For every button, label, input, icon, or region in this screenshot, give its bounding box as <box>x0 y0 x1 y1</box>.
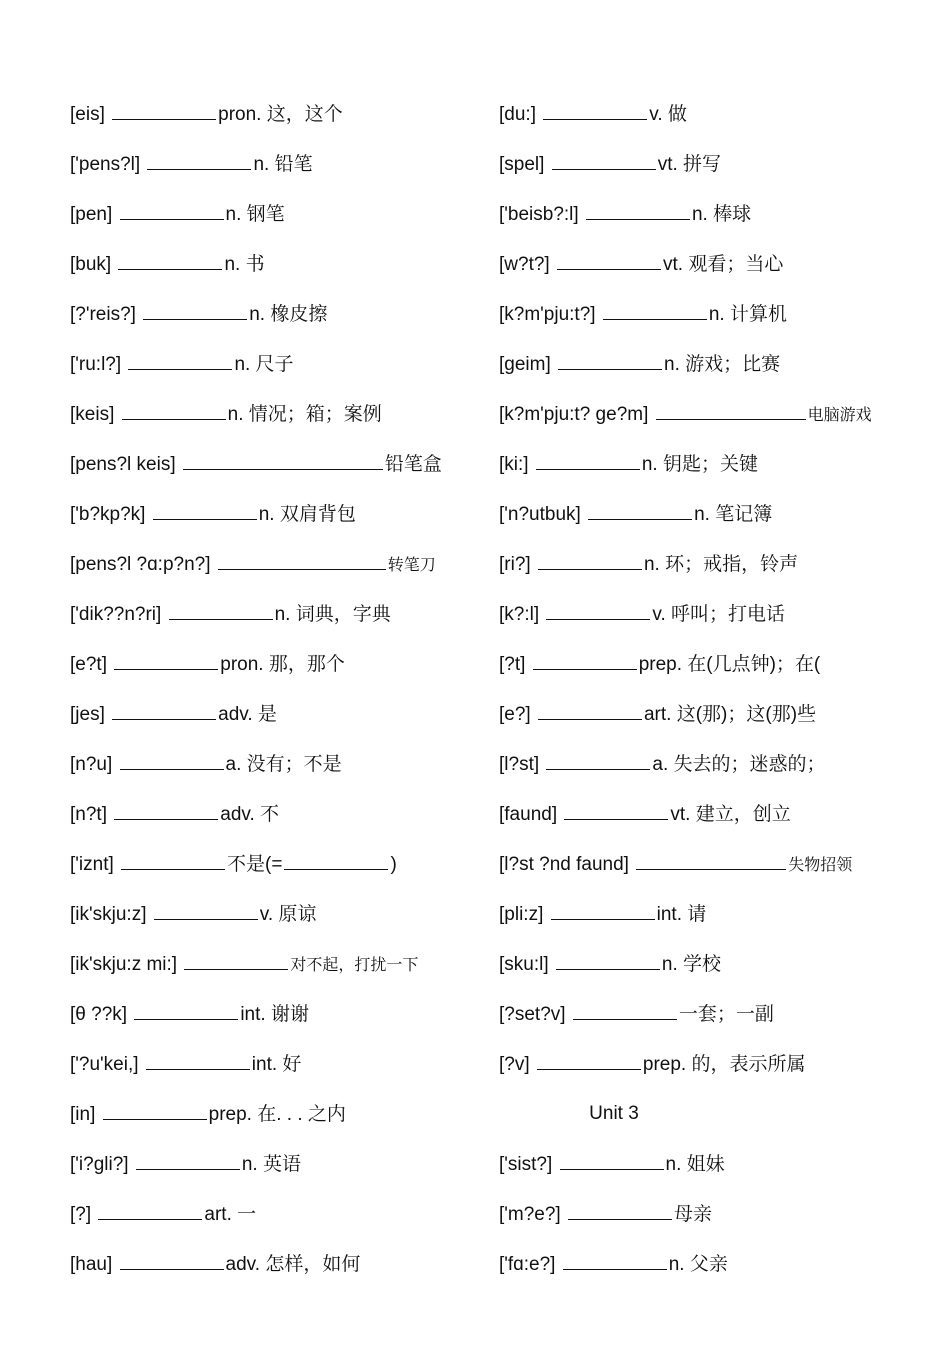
phonetic: [hau] <box>70 1254 113 1275</box>
answer-blank[interactable] <box>184 951 288 970</box>
meaning: n. 钢笔 <box>225 204 285 225</box>
answer-blank[interactable] <box>536 451 640 470</box>
answer-blank[interactable] <box>588 501 692 520</box>
phonetic: [θ ??k] <box>70 1004 128 1025</box>
answer-blank[interactable] <box>134 1001 238 1020</box>
meaning: v. 呼叫；打电话 <box>652 604 786 625</box>
answer-blank[interactable] <box>122 401 226 420</box>
meaning: n. 父亲 <box>668 1254 728 1275</box>
meaning: adv. 是 <box>218 704 277 725</box>
meaning: n. 双肩背包 <box>258 504 356 525</box>
meaning: n. 尺子 <box>234 354 294 375</box>
phonetic: ['iznt] <box>70 854 114 875</box>
answer-blank[interactable] <box>533 651 637 670</box>
vocab-entry <box>70 201 480 251</box>
answer-blank[interactable] <box>603 301 707 320</box>
vocab-entry <box>499 1001 929 1051</box>
phonetic: [pens?l keis] <box>70 454 176 475</box>
meaning: n. 棒球 <box>691 204 752 225</box>
vocab-entry <box>499 751 929 801</box>
vocab-entry <box>70 301 480 351</box>
vocab-entry <box>70 151 480 201</box>
vocab-entry <box>499 201 929 251</box>
vocab-entry <box>499 801 929 851</box>
meaning: n. 环；戒指，铃声 <box>643 554 799 575</box>
phonetic: ['beisb?:l] <box>499 204 579 225</box>
meaning: v. 原谅 <box>259 904 317 925</box>
vocab-entry <box>499 651 929 701</box>
phonetic: [ki:] <box>499 454 529 475</box>
vocab-entry <box>70 1201 480 1251</box>
phonetic: [n?u] <box>70 754 113 775</box>
meaning: a. 没有；不是 <box>225 754 342 775</box>
phonetic: [ri?] <box>499 554 531 575</box>
phonetic: [?set?v] <box>499 1004 566 1025</box>
vocab-entry <box>499 701 929 751</box>
answer-blank[interactable] <box>551 901 655 920</box>
answer-blank[interactable] <box>114 651 218 670</box>
phonetic: ['b?kp?k] <box>70 504 146 525</box>
phonetic: ['dik??n?ri] <box>70 604 162 625</box>
meaning: n. 情况；箱；案例 <box>227 404 382 425</box>
vocab-entry <box>499 151 929 201</box>
vocab-entry <box>70 1151 480 1201</box>
answer-blank[interactable] <box>568 1201 672 1220</box>
meaning: art. 一 <box>204 1204 257 1225</box>
meaning: int. 谢谢 <box>240 1004 309 1025</box>
vocab-entry <box>70 401 480 451</box>
meaning: n. 游戏；比赛 <box>664 354 781 375</box>
meaning: prep. 的，表示所属 <box>642 1054 806 1075</box>
full-form-blank[interactable] <box>284 851 388 870</box>
vocab-entry <box>70 1101 480 1151</box>
meaning: n. 英语 <box>241 1154 301 1175</box>
meaning: prep. 在. . . 之内 <box>208 1104 346 1125</box>
answer-blank[interactable] <box>120 1251 224 1270</box>
answer-blank[interactable] <box>147 151 251 170</box>
phonetic: [?] <box>70 1204 92 1225</box>
meaning: adv. 不 <box>220 804 280 825</box>
vocab-entry <box>70 351 480 401</box>
vocab-entry <box>499 301 929 351</box>
phonetic: [jes] <box>70 704 105 725</box>
answer-blank[interactable] <box>573 1001 677 1020</box>
phonetic: ['sist?] <box>499 1154 553 1175</box>
vocab-entry <box>499 351 929 401</box>
meaning: a. 失去的；迷惑的； <box>652 754 826 775</box>
meaning: pron. 这，这个 <box>218 104 343 125</box>
vocab-entry <box>70 601 480 651</box>
vocab-entry <box>70 451 480 501</box>
vocab-entry <box>499 451 929 501</box>
meaning: prep. 在(几点钟)；在( <box>638 654 821 675</box>
unit-heading: Unit 3 <box>589 1103 639 1124</box>
meaning: 失物招领 <box>788 857 853 874</box>
answer-blank[interactable] <box>538 701 642 720</box>
phonetic: [l?st ?nd faund] <box>499 854 629 875</box>
vocab-entry <box>70 951 480 1001</box>
meaning: v. 做 <box>649 104 687 125</box>
meaning: 电脑游戏 <box>807 407 872 424</box>
answer-blank[interactable] <box>112 101 216 120</box>
phonetic: [n?t] <box>70 804 107 825</box>
meaning: n. 铅笔 <box>253 154 313 175</box>
meaning-suffix: ) <box>390 854 397 875</box>
phonetic: [pli:z] <box>499 904 544 925</box>
phonetic: [du:] <box>499 104 536 125</box>
phonetic: [ik'skju:z] <box>70 904 147 925</box>
vocab-entry <box>499 1051 929 1101</box>
meaning: 一套；一副 <box>678 1004 774 1025</box>
meaning: 转笔刀 <box>387 557 436 574</box>
phonetic: ['fɑ:e?] <box>499 1254 556 1275</box>
vocab-entry <box>70 1251 480 1301</box>
answer-blank[interactable] <box>556 951 660 970</box>
phonetic: [geim] <box>499 354 551 375</box>
phonetic: ['i?gli?] <box>70 1154 129 1175</box>
meaning: vt. 观看；当心 <box>662 254 784 275</box>
meaning: n. 词典，字典 <box>274 604 391 625</box>
phonetic: [sku:l] <box>499 954 549 975</box>
phonetic: [k?:l] <box>499 604 540 625</box>
answer-blank[interactable] <box>118 251 222 270</box>
vocab-entry <box>70 1001 480 1051</box>
answer-blank[interactable] <box>153 501 257 520</box>
vocab-entry <box>499 951 929 1001</box>
vocab-entry <box>70 851 480 901</box>
phonetic: [keis] <box>70 404 115 425</box>
meaning: vt. 建立，创立 <box>670 804 791 825</box>
vocab-entry <box>499 1251 929 1301</box>
phonetic: [eis] <box>70 104 105 125</box>
phonetic: [spel] <box>499 154 545 175</box>
answer-blank[interactable] <box>154 901 258 920</box>
answer-blank[interactable] <box>112 701 216 720</box>
meaning: 不是(= <box>227 854 283 875</box>
phonetic: [l?st] <box>499 754 540 775</box>
answer-blank[interactable] <box>143 301 247 320</box>
phonetic: [w?t?] <box>499 254 550 275</box>
answer-blank[interactable] <box>636 851 786 870</box>
meaning: n. 钥匙；关键 <box>641 454 758 475</box>
answer-blank[interactable] <box>546 751 650 770</box>
vocab-entry <box>499 551 929 601</box>
answer-blank[interactable] <box>120 201 224 220</box>
answer-blank[interactable] <box>586 201 690 220</box>
vocab-entry <box>70 551 480 601</box>
answer-blank[interactable] <box>128 351 232 370</box>
phonetic: [e?t] <box>70 654 107 675</box>
answer-blank[interactable] <box>564 801 668 820</box>
vocab-entry <box>70 901 480 951</box>
answer-blank[interactable] <box>121 851 225 870</box>
vocab-entry <box>70 101 480 151</box>
phonetic: [pen] <box>70 204 113 225</box>
left-column <box>70 101 480 1301</box>
answer-blank[interactable] <box>114 801 218 820</box>
meaning: n. 学校 <box>661 954 722 975</box>
vocab-entry <box>499 851 929 901</box>
vocab-entry <box>499 1201 929 1251</box>
meaning: art. 这(那)；这(那)些 <box>643 704 817 725</box>
phonetic: [ik'skju:z mi:] <box>70 954 178 975</box>
phonetic: [k?m'pju:t? ge?m] <box>499 404 649 425</box>
vocab-entry <box>499 601 929 651</box>
meaning: 对不起，打扰一下 <box>290 957 419 974</box>
phonetic: [?t] <box>499 654 526 675</box>
answer-blank[interactable] <box>546 601 650 620</box>
answer-blank[interactable] <box>103 1101 207 1120</box>
vocab-entry <box>70 701 480 751</box>
meaning: 母亲 <box>674 1204 713 1225</box>
vocab-entry <box>70 251 480 301</box>
phonetic: ['m?e?] <box>499 1204 561 1225</box>
vocab-entry <box>499 251 929 301</box>
right-column <box>499 101 929 1301</box>
vocab-entry <box>70 501 480 551</box>
meaning: n. 橡皮擦 <box>249 304 328 325</box>
answer-blank[interactable] <box>98 1201 202 1220</box>
phonetic: [faund] <box>499 804 558 825</box>
answer-blank[interactable] <box>558 351 662 370</box>
phonetic: [e?] <box>499 704 531 725</box>
meaning: n. 计算机 <box>708 304 787 325</box>
phonetic: [?'reis?] <box>70 304 136 325</box>
phonetic: ['pens?l] <box>70 154 141 175</box>
answer-blank[interactable] <box>218 551 386 570</box>
vocab-entry <box>70 651 480 701</box>
answer-blank[interactable] <box>120 751 224 770</box>
phonetic: ['?u'kei,] <box>70 1054 139 1075</box>
vocab-entry <box>499 101 929 151</box>
answer-blank[interactable] <box>552 151 656 170</box>
phonetic: ['ru:l?] <box>70 354 122 375</box>
meaning: n. 书 <box>224 254 265 275</box>
answer-blank[interactable] <box>557 251 661 270</box>
answer-blank[interactable] <box>543 101 647 120</box>
answer-blank[interactable] <box>656 401 806 420</box>
phonetic: [buk] <box>70 254 112 275</box>
answer-blank[interactable] <box>169 601 273 620</box>
phonetic: ['n?utbuk] <box>499 504 581 525</box>
answer-blank[interactable] <box>146 1051 250 1070</box>
meaning: 铅笔盒 <box>384 454 442 475</box>
phonetic: [in] <box>70 1104 96 1125</box>
meaning: vt. 拼写 <box>657 154 722 175</box>
meaning: int. 请 <box>656 904 707 925</box>
answer-blank[interactable] <box>538 551 642 570</box>
vocab-entry <box>70 801 480 851</box>
answer-blank[interactable] <box>563 1251 667 1270</box>
meaning: int. 好 <box>251 1054 302 1075</box>
answer-blank[interactable] <box>136 1151 240 1170</box>
vocab-entry <box>499 501 929 551</box>
phonetic: [pens?l ?ɑ:p?n?] <box>70 554 211 575</box>
vocab-entry <box>499 901 929 951</box>
meaning: adv. 怎样，如何 <box>225 1254 361 1275</box>
meaning: n. 姐妹 <box>665 1154 725 1175</box>
answer-blank[interactable] <box>537 1051 641 1070</box>
phonetic: [?v] <box>499 1054 530 1075</box>
phonetic: [k?m'pju:t?] <box>499 304 596 325</box>
answer-blank[interactable] <box>560 1151 664 1170</box>
meaning: n. 笔记簿 <box>694 504 773 525</box>
meaning: pron. 那，那个 <box>220 654 345 675</box>
vocab-entry <box>499 1151 929 1201</box>
vocab-entry <box>70 751 480 801</box>
answer-blank[interactable] <box>183 451 383 470</box>
vocab-entry <box>499 401 929 451</box>
vocab-entry <box>70 1051 480 1101</box>
